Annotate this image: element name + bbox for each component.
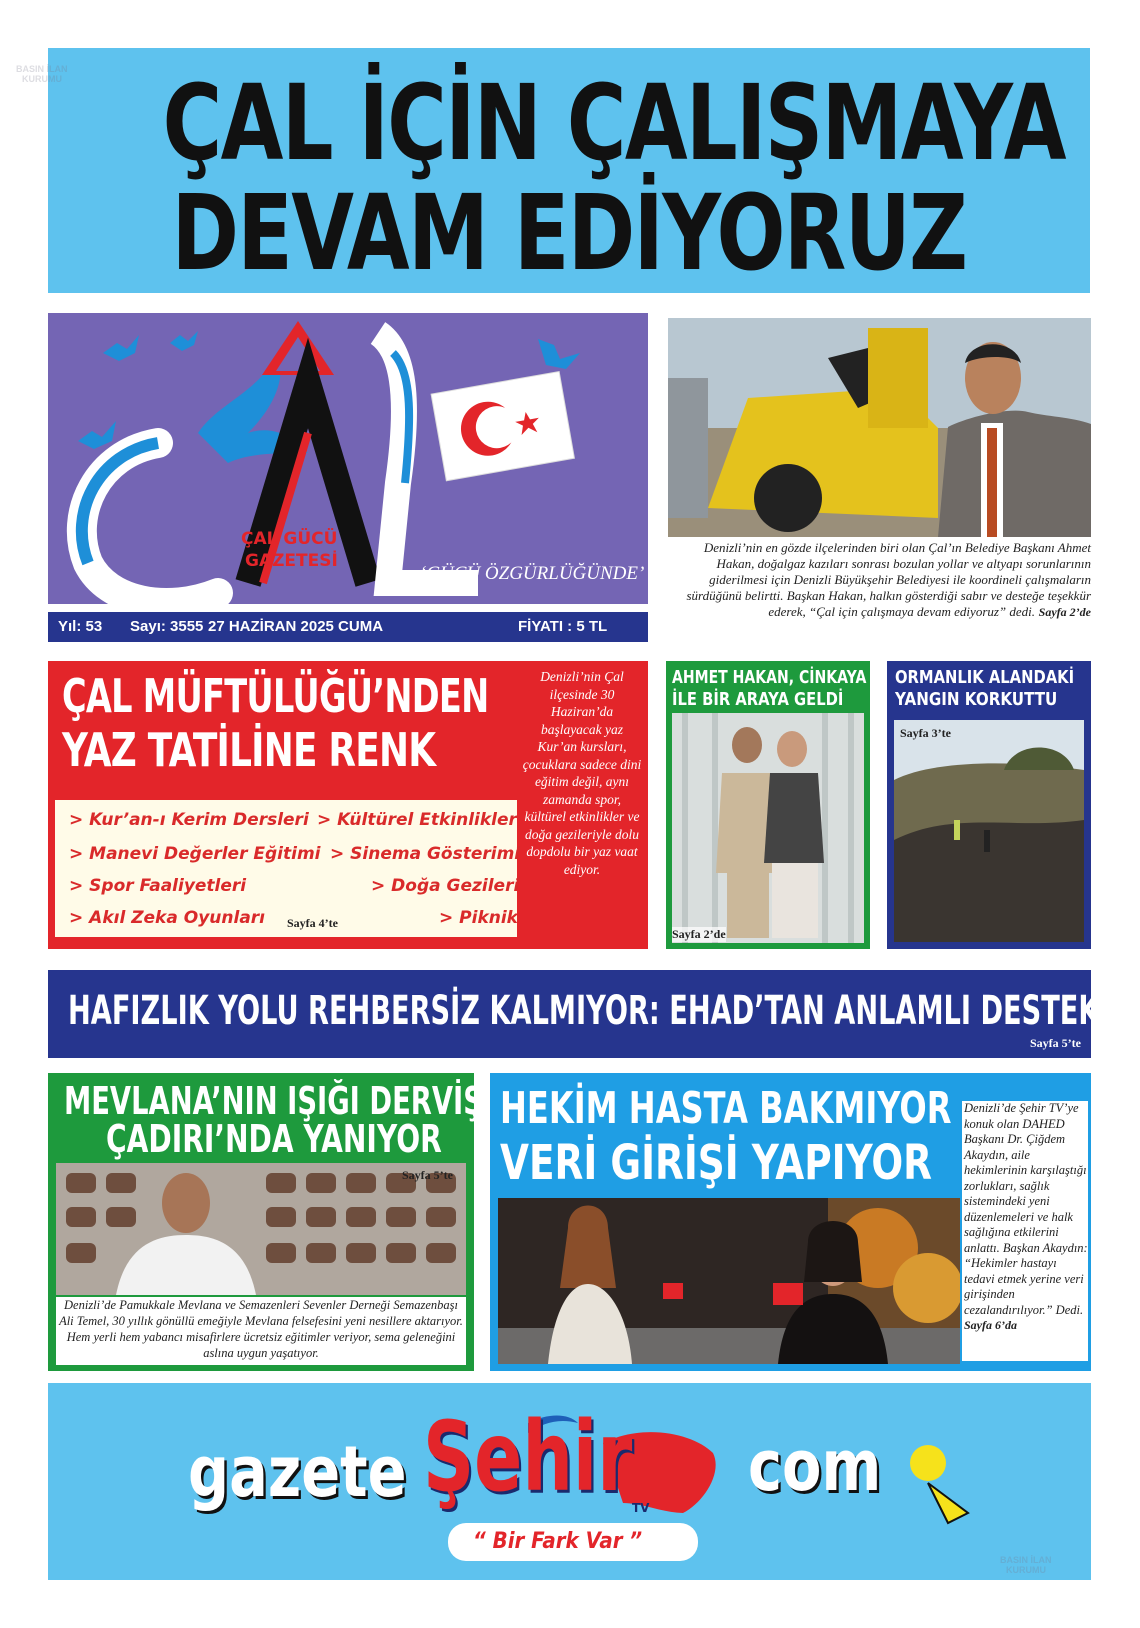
headline-line-2: DEVAM EDİYORUZ (171, 172, 967, 294)
mevlana-headline-2: ÇADIRI’NDA YANIYOR (106, 1117, 442, 1161)
mufti-headline-2: YAZ TATİLİNE RENK (62, 723, 436, 777)
meeting-headline-1: AHMET HAKAN, CİNKAYA (672, 667, 867, 688)
ad-word-gazete: gazete (188, 1431, 407, 1513)
meeting-page-ref[interactable]: Sayfa 2’de (672, 927, 726, 941)
mufti-summary: Denizli’nin Çal ilçesinde 30 Haziran’da başlayacak yaz Kur’an kursları, çocuklara sadece dini eğitim değil, aynı zamanda spor, kültürel etkinlikler ve doğa gezileriyle dolu dopdolu bir yaz vaat ediyor. (522, 669, 642, 877)
watermark-text: KURUMU (1006, 1565, 1046, 1575)
mevlana-caption: Denizli’de Pamukkale Mevlana ve Semazenleri Sevenler Derneği Semazenbaşı Ali Temel, 30 yıllık gönüllü emeğiyle Mevlana felsefesini yeni nesillere aktarıyor. Hem yerli hem yabancı misafirlere ücretsiz eğitimler veriyor, sema geleneğini aslına uygun yaşatıyor. (56, 1297, 466, 1365)
logo-name-1: ÇAL GÜCÜ (241, 529, 338, 549)
list-item: > Kültürel Etkinlikler (317, 810, 517, 830)
mayor-caption-text: Denizli’nin en gözde ilçelerinden biri olan Çal’ın Belediye Başkanı Ahmet Hakan, doğalgaz kazıları sonrası bozulan yollar ve altyapı sorunlarının giderilmesi için Denizli Büyükşehir Belediyesi ile koordineli çalışmaların sürdüğünü belirtti. Başkan Hakan, halkın gösterdiği sabır ve desteğe teşekkür ederek, “Çal için çalışmaya devam ediyoruz” dedi. (686, 540, 1091, 619)
headline-line-1: ÇAL İÇİN ÇALIŞMAYA (162, 62, 1065, 184)
masthead-logo (48, 313, 648, 604)
hekim-summary-text: Denizli’de Şehir TV’ye konuk olan DAHED Başkanı Dr. Çiğdem Akaydın, aile hekimlerinin karşılaştığı zorlukları, sağlık sistemindeki yeni düzenlemeleri ve halk sağlığına etkilerini anlattı. Başkan Akaydın: “Hekimler hastayı tedavi etmek yerine veri girişinden cezalandırılıyor.” Dedi. (964, 1101, 1088, 1317)
fire-photo (894, 720, 1084, 942)
issue-number: Sayı: 3555 (130, 618, 204, 635)
ad-word-tv: TV (632, 1501, 650, 1515)
ad-word-com: com (748, 1425, 882, 1507)
fire-headline-1: ORMANLIK ALANDAKİ (895, 667, 1075, 688)
hafizlik-page-ref[interactable]: Sayfa 5’te (1030, 1036, 1081, 1050)
meeting-photo (672, 713, 864, 943)
fire-headline-2: YANGIN KORKUTTU (895, 689, 1058, 710)
hekim-summary (962, 1101, 1088, 1361)
issue-year: Yıl: 53 (58, 618, 103, 635)
list-item: > Spor Faaliyetleri (69, 876, 247, 896)
logo-slogan: ‘GÜCÜ ÖZGÜRLÜĞÜNDE’ (420, 563, 645, 584)
list-item: > Akıl Zeka Oyunları (69, 908, 265, 928)
hafizlik-story-box (48, 970, 1100, 1058)
list-item: > Manevi Değerler Eğitimi (69, 844, 321, 864)
dove-icon (103, 335, 139, 361)
list-item: > Sinema Gösterimi (330, 844, 521, 864)
mufti-headline-1: ÇAL MÜFTÜLÜĞÜ’NDEN (62, 669, 489, 723)
hafizlik-headline: HAFIZLIK YOLU REHBERSİZ KALMIYOR: EHAD’TAN ANLAMLI DESTEK (68, 988, 1100, 1034)
list-item: > Doğa Gezileri (371, 876, 520, 896)
watermark-text: BASIN İLAN (16, 64, 68, 74)
logo-name-2: GAZETESİ (245, 551, 338, 571)
hekim-headline-2: VERİ GİRİŞİ YAPIYOR (500, 1135, 933, 1191)
mayor-photo (668, 318, 1091, 537)
course-list (55, 800, 521, 937)
hekim-headline-1: HEKİM HASTA BAKMIYOR (500, 1083, 952, 1134)
issue-price: FİYATI : 5 TL (518, 618, 608, 635)
mevlana-headline-1: MEVLANA’NIN IŞIĞI DERVİŞ (64, 1079, 483, 1123)
ad-word-sehir: Şehir (423, 1401, 633, 1513)
hekim-page-ref[interactable]: Sayfa 6’da (964, 1318, 1017, 1332)
masthead-graphic (48, 313, 648, 604)
issue-date: 27 HAZİRAN 2025 CUMA (208, 618, 384, 635)
list-item: > Piknik (439, 908, 518, 928)
hekim-photo (498, 1198, 960, 1364)
mayor-caption (668, 540, 1091, 640)
watermark-text: KURUMU (22, 74, 62, 84)
gazetesehir-ad[interactable] (48, 1383, 1091, 1580)
list-item: > Kur’an-ı Kerim Dersleri (69, 810, 309, 830)
fire-page-ref[interactable]: Sayfa 3’te (900, 726, 951, 740)
ad-slogan: “ Bir Fark Var ” (473, 1529, 643, 1554)
mayor-page-ref[interactable]: Sayfa 2’de (1038, 605, 1091, 619)
mevlana-page-ref[interactable]: Sayfa 5’te (402, 1168, 453, 1182)
headline-banner (48, 48, 1090, 293)
watermark-text: BASIN İLAN (1000, 1555, 1052, 1565)
meeting-headline-2: İLE BİR ARAYA GELDİ (672, 689, 844, 710)
mufti-page-ref[interactable]: Sayfa 4’te (287, 916, 338, 930)
issue-info-bar (48, 612, 648, 642)
